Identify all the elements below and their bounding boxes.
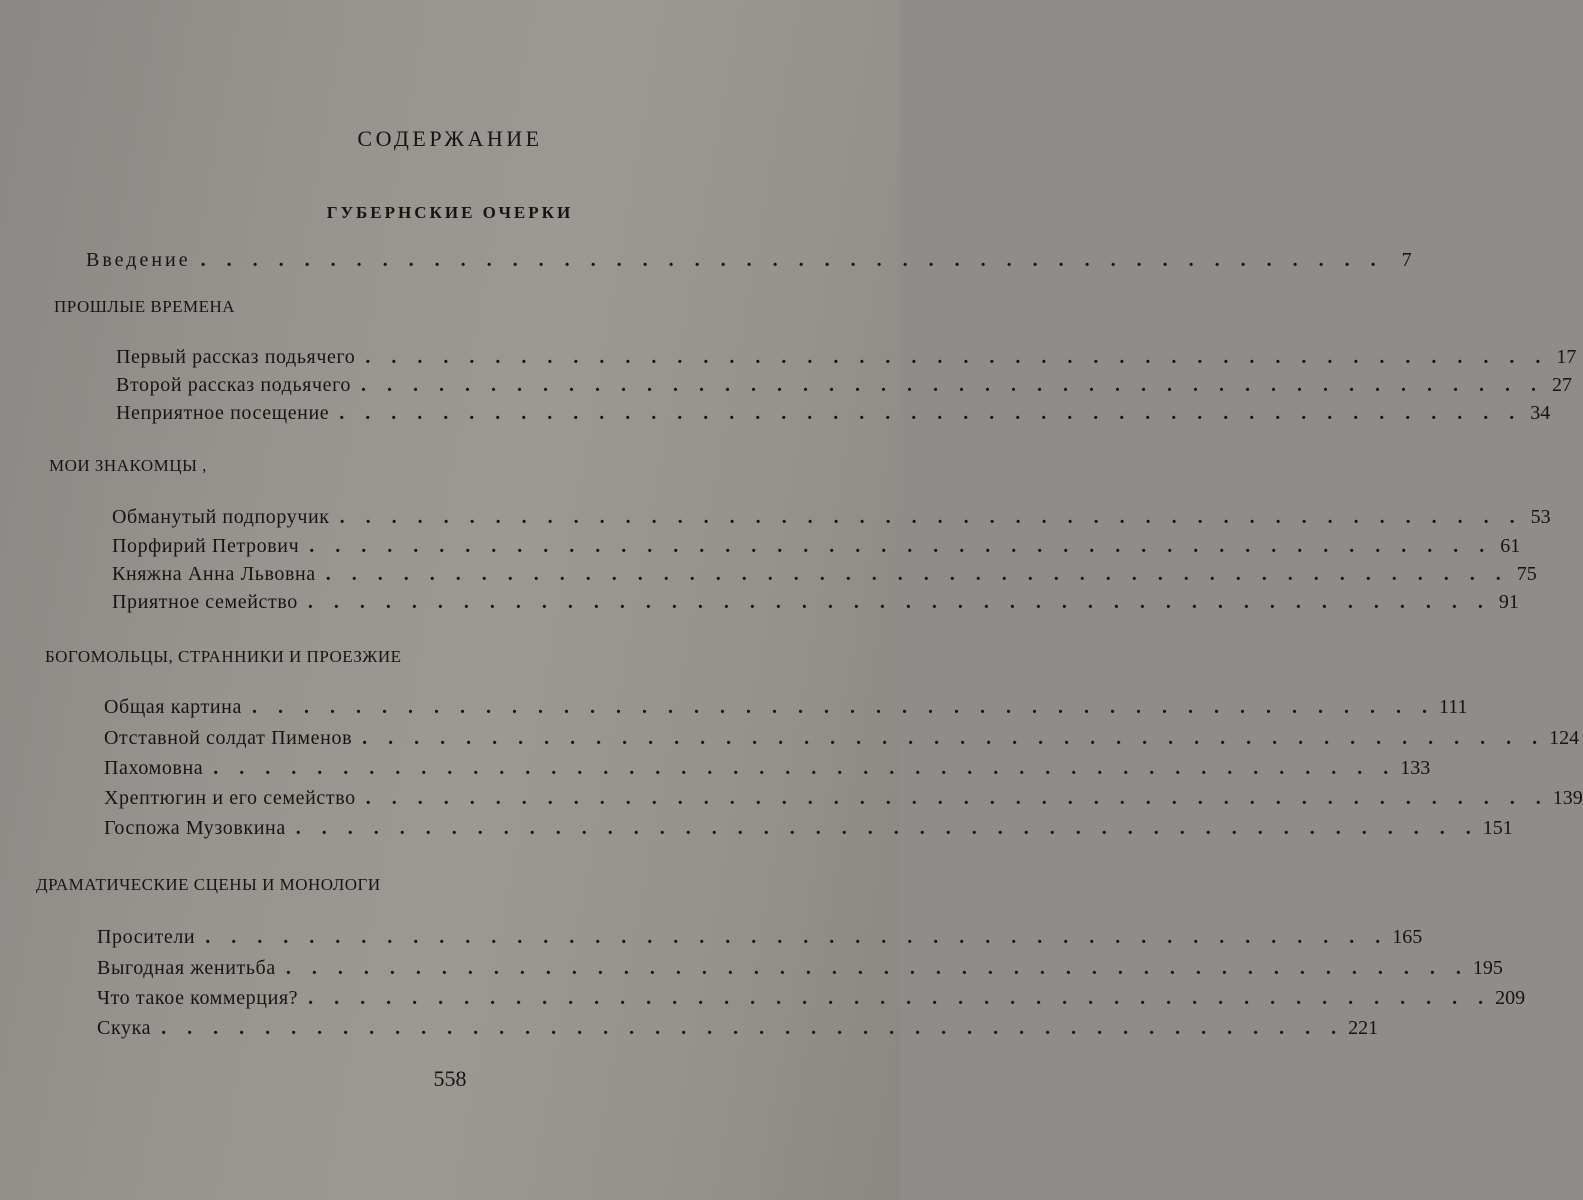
toc-entry-page: 151	[1482, 817, 1513, 839]
toc-entry	[97, 987, 1526, 1013]
toc-entry	[97, 1017, 1379, 1043]
leader-dots: . . . . . . . . . . . . . . . . . . . . . . . . . . . . . . . . . . . . . . . . . . . . . .	[161, 1017, 1345, 1039]
toc-entry-page: 27	[1552, 374, 1573, 396]
toc-entry	[116, 374, 1573, 400]
toc-entry-intro	[86, 249, 1412, 275]
toc-entry-title: Княжна Анна Львовна	[112, 563, 316, 585]
toc-entry-title: Порфирий Петрович	[112, 535, 300, 557]
toc-entry	[104, 787, 1583, 813]
section-heading: ПРОШЛЫЕ ВРЕМЕНА	[54, 297, 236, 316]
toc-entry-title: Выгодная женитьба	[97, 957, 276, 979]
toc-entry-page: 7	[1401, 249, 1412, 271]
toc-entry-title: Просители	[97, 926, 196, 948]
toc-entry-page: 139	[1552, 787, 1583, 809]
toc-entry-page: 17	[1556, 346, 1577, 368]
leader-dots: . . . . . . . . . . . . . . . . . . . . . . . . . . . . . . . . . . . . . . . . . . . . . .	[362, 727, 1546, 749]
toc-entry-title: Приятное семейство	[112, 591, 298, 613]
toc-entry-page: 61	[1500, 535, 1521, 557]
toc-entry-page: 165	[1392, 926, 1423, 948]
section-heading: ДРАМАТИЧЕСКИЕ СЦЕНЫ И МОНОЛОГИ	[36, 875, 381, 894]
leader-dots: . . . . . . . . . . . . . . . . . . . . . . . . . . . . . . . . . . . . . . . . . . . . . .	[205, 926, 1389, 948]
toc-entry-title: Общая картина	[104, 696, 242, 718]
toc-entry-title: Пахомовна	[104, 757, 204, 779]
toc-entry-page: 75	[1516, 563, 1537, 585]
leader-dots: . . . . . . . . . . . . . . . . . . . . . . . . . . . . . . . . . . . . . . . . . . . . . .	[309, 535, 1493, 557]
leader-dots: . . . . . . . . . . . . . . . . . . . . . . . . . . . . . . . . . . . . . . . . . . . . . .	[365, 787, 1549, 809]
toc-entry	[104, 696, 1468, 722]
toc-entry	[116, 346, 1577, 372]
toc-entry-title: Введение	[86, 249, 191, 271]
toc-entry	[97, 957, 1503, 983]
leader-dots: . . . . . . . . . . . . . . . . . . . . . . . . . . . . . . . . . . . . . . . . . . . . . .	[339, 402, 1523, 424]
toc-entry	[112, 563, 1537, 589]
page-title: СОДЕРЖАНИЕ	[357, 126, 543, 151]
leader-dots: . . . . . . . . . . . . . . . . . . . . . . . . . . . . . . . . . . . . . . . . . . . . . .	[200, 249, 1384, 271]
toc-entry-title: Скука	[97, 1017, 152, 1039]
leader-dots: . . . . . . . . . . . . . . . . . . . . . . . . . . . . . . . . . . . . . . . . . . . . . .	[213, 757, 1397, 779]
toc-entry-page: 124	[1549, 727, 1580, 749]
toc-entry	[112, 506, 1551, 532]
leader-dots: . . . . . . . . . . . . . . . . . . . . . . . . . . . . . . . . . . . . . . . . . . . . . .	[361, 374, 1545, 396]
toc-entry-page: 111	[1438, 696, 1468, 718]
toc-entry-title: Госпожа Музовкина	[104, 817, 286, 839]
leader-dots: . . . . . . . . . . . . . . . . . . . . . . . . . . . . . . . . . . . . . . . . . . . . . .	[308, 987, 1492, 1009]
leader-dots: . . . . . . . . . . . . . . . . . . . . . . . . . . . . . . . . . . . . . . . . . . . . . .	[251, 696, 1435, 718]
leader-dots: . . . . . . . . . . . . . . . . . . . . . . . . . . . . . . . . . . . . . . . . . . . . . .	[365, 346, 1549, 368]
section-heading: БОГОМОЛЬЦЫ, СТРАННИКИ И ПРОЕЗЖИЕ	[45, 647, 402, 666]
leader-dots: . . . . . . . . . . . . . . . . . . . . . . . . . . . . . . . . . . . . . . . . . . . . . .	[339, 506, 1523, 528]
toc-entry	[97, 926, 1423, 952]
toc-entry	[104, 727, 1580, 753]
part-title: ГУБЕРНСКИЕ ОЧЕРКИ	[326, 203, 574, 222]
toc-entry-title: Второй рассказ подьячего	[116, 374, 352, 396]
toc-entry-title: Отставной солдат Пименов	[104, 727, 353, 749]
leader-dots: . . . . . . . . . . . . . . . . . . . . . . . . . . . . . . . . . . . . . . . . . . . . . .	[307, 591, 1491, 613]
leader-dots: . . . . . . . . . . . . . . . . . . . . . . . . . . . . . . . . . . . . . . . . . . . . . .	[295, 817, 1479, 839]
section-heading: МОИ ЗНАКОМЦЫ ,	[49, 456, 207, 475]
toc-entry-title: Первый рассказ подьячего	[116, 346, 356, 368]
toc-entry-page: 91	[1498, 591, 1519, 613]
page-number: 558	[433, 1066, 467, 1091]
toc-entry-page: 53	[1530, 506, 1551, 528]
toc-entry-page: 133	[1400, 757, 1431, 779]
leader-dots: . . . . . . . . . . . . . . . . . . . . . . . . . . . . . . . . . . . . . . . . . . . . . .	[325, 563, 1509, 585]
toc-entry-title: Неприятное посещение	[116, 402, 330, 424]
toc-entry	[112, 591, 1519, 617]
toc-entry-title: Что такое коммерция?	[97, 987, 299, 1009]
toc-entry-page: 221	[1348, 1017, 1379, 1039]
toc-entry-page: 209	[1495, 987, 1526, 1009]
toc-entry-title: Обманутый подпоручик	[112, 506, 330, 528]
leader-dots: . . . . . . . . . . . . . . . . . . . . . . . . . . . . . . . . . . . . . . . . . . . . . .	[285, 957, 1469, 979]
toc-entry-page: 195	[1472, 957, 1503, 979]
toc-entry	[104, 757, 1431, 783]
toc-entry-title: Хрептюгин и его семейство	[104, 787, 356, 809]
toc-entry	[116, 402, 1551, 428]
toc-entry	[104, 817, 1513, 843]
toc-entry-page: 34	[1530, 402, 1551, 424]
toc-entry	[112, 535, 1521, 561]
